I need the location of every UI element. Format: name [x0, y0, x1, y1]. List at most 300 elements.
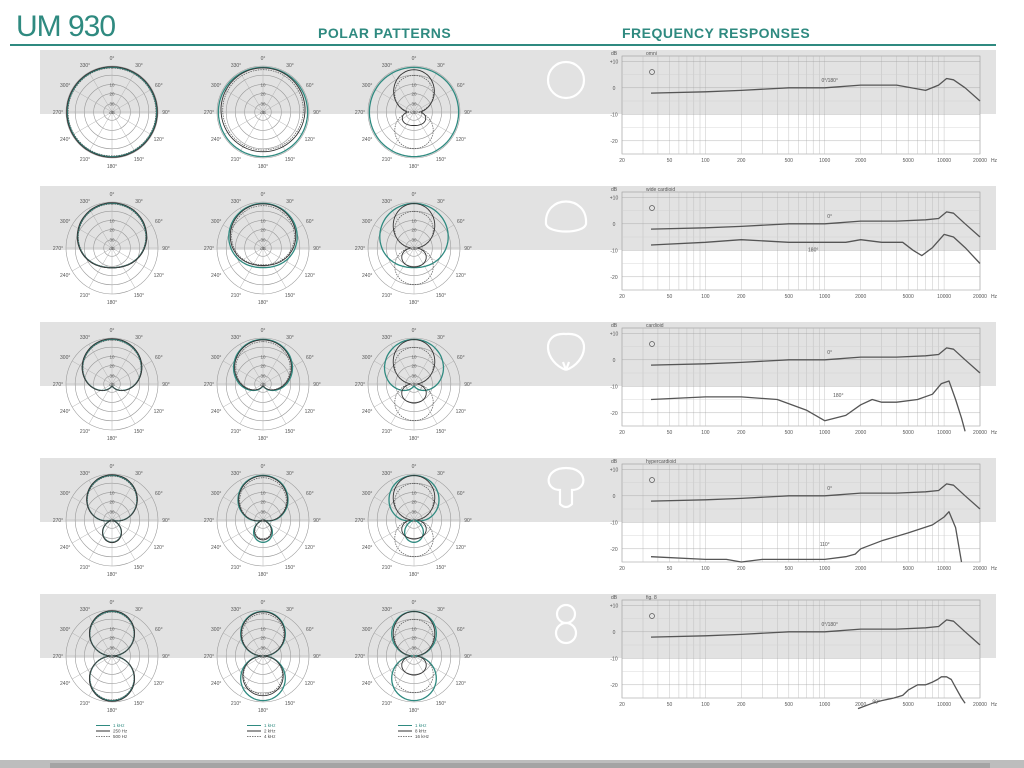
polar-ring-label: 10	[411, 354, 417, 360]
polar-ring-label: 10	[260, 490, 266, 496]
pattern-row-cardioid	[40, 322, 998, 442]
freq-x-tick-label: 50	[666, 294, 673, 300]
polar-angle-label: 0°	[260, 192, 266, 198]
polar-angle-label: 330°	[381, 335, 393, 342]
freq-y-tick-label: +10	[609, 331, 619, 338]
freq-x-tick-label: 10000	[937, 158, 952, 164]
polar-ring-label: 30	[411, 509, 417, 515]
freq-x-tick-label: 20000	[973, 430, 987, 436]
freq-chart-title: wide cardioid	[646, 187, 676, 193]
polar-angle-label: 240°	[362, 137, 373, 143]
freq-x-tick-label: 500	[784, 566, 793, 572]
polar-angle-label: 60°	[457, 83, 465, 89]
freq-x-tick-label: 20	[619, 566, 625, 572]
polar-angle-label: 240°	[211, 137, 222, 143]
freq-x-unit-label: Hz	[990, 294, 998, 300]
polar-ring-label: 20	[411, 499, 417, 505]
freq-x-tick-label: 100	[701, 566, 710, 572]
polar-angle-label: 30°	[437, 63, 445, 70]
polar-angle-label: 0°	[109, 328, 115, 334]
legend-label: 16 kHz	[415, 734, 430, 739]
polar-ring-label: 20	[260, 635, 266, 641]
legend-label: 1 kHz	[415, 723, 427, 728]
freq-y-unit-label: dB	[610, 187, 618, 193]
polar-angle-label: 60°	[155, 83, 163, 89]
polar-ring-label: dB	[411, 382, 417, 387]
polar-ring-label: dB	[411, 654, 417, 659]
freq-y-tick-label: -10	[610, 384, 618, 391]
polar-angle-label: 300°	[362, 627, 373, 633]
polar-angle-label: 0°	[109, 56, 115, 62]
page-title: UM 930	[16, 10, 116, 43]
polar-angle-label: 180°	[408, 708, 420, 714]
polar-ring-label: 10	[260, 82, 266, 88]
polar-angle-label: 300°	[211, 219, 222, 225]
freq-curve-label: 180°	[833, 392, 844, 399]
polar-angle-label: 240°	[362, 545, 373, 551]
polar-ring-label: 10	[109, 354, 115, 360]
freq-x-tick-label: 2000	[855, 702, 867, 708]
freq-x-tick-label: 20	[619, 702, 625, 708]
polar-angle-label: 240°	[211, 681, 222, 687]
polar-angle-label: 210°	[79, 428, 91, 435]
polar-angle-label: 60°	[155, 491, 163, 497]
polar-angle-label: 0°	[260, 600, 266, 606]
freq-x-tick-label: 1000	[819, 294, 831, 300]
polar-angle-label: 270°	[52, 382, 64, 388]
polar-angle-label: 60°	[457, 491, 465, 497]
freq-x-tick-label: 5000	[902, 702, 914, 708]
polar-angle-label: 60°	[155, 219, 163, 225]
polar-angle-label: 150°	[284, 292, 296, 299]
polar-angle-label: 120°	[153, 137, 164, 143]
freq-y-tick-label: -10	[610, 248, 618, 255]
polar-angle-label: 210°	[381, 428, 393, 435]
polar-angle-label: 120°	[455, 137, 466, 143]
polar-angle-label: 60°	[306, 219, 314, 225]
polar-ring-label: dB	[260, 518, 266, 523]
polar-ring-label: dB	[411, 518, 417, 523]
frequency-responses-heading: FREQUENCY RESPONSES	[622, 25, 811, 41]
polar-angle-label: 0°	[411, 600, 417, 606]
freq-x-tick-label: 20	[619, 430, 625, 436]
polar-angle-label: 150°	[284, 700, 296, 707]
polar-angle-label: 270°	[354, 246, 366, 252]
polar-angle-label: 30°	[286, 199, 294, 206]
freq-y-unit-label: dB	[610, 323, 618, 329]
freq-x-tick-label: 10000	[937, 294, 952, 300]
polar-angle-label: 240°	[60, 273, 71, 279]
freq-x-tick-label: 20000	[973, 702, 987, 708]
polar-angle-label: 330°	[79, 335, 91, 342]
polar-ring-label: dB	[109, 246, 115, 251]
polar-ring-label: 10	[260, 626, 266, 632]
polar-angle-label: 30°	[437, 199, 445, 206]
polar-angle-label: 270°	[203, 246, 215, 252]
polar-angle-label: 210°	[381, 156, 393, 163]
polar-ring-label: 30	[260, 645, 266, 651]
polar-angle-label: 150°	[133, 700, 145, 707]
polar-angle-label: 180°	[257, 164, 269, 170]
polar-angle-label: 300°	[362, 83, 373, 89]
polar-angle-label: 330°	[79, 471, 91, 478]
polar-angle-label: 180°	[106, 436, 118, 442]
freq-x-tick-label: 1000	[819, 566, 831, 572]
freq-y-tick-label: 0	[612, 629, 616, 636]
polar-angle-label: 90°	[313, 654, 321, 660]
freq-y-tick-label: -20	[610, 274, 618, 281]
polar-angle-label: 90°	[464, 246, 472, 252]
freq-y-tick-label: +10	[609, 467, 619, 474]
row-grey-band	[40, 458, 996, 522]
polar-ring-label: 10	[411, 218, 417, 224]
polar-ring-label: 20	[109, 91, 115, 97]
polar-angle-label: 30°	[286, 63, 294, 70]
polar-angle-label: 90°	[313, 110, 321, 116]
polar-angle-label: 240°	[60, 137, 71, 143]
freq-x-unit-label: Hz	[990, 158, 998, 164]
row-grey-band	[40, 186, 996, 250]
polar-ring-label: dB	[260, 246, 266, 251]
freq-x-tick-label: 200	[737, 702, 746, 708]
freq-x-tick-label: 20	[619, 294, 625, 300]
polar-angle-label: 30°	[135, 335, 143, 342]
polar-ring-label: 30	[411, 237, 417, 243]
polar-angle-label: 210°	[381, 700, 393, 707]
polar-angle-label: 210°	[230, 700, 242, 707]
polar-angle-label: 30°	[135, 471, 143, 478]
polar-angle-label: 180°	[106, 164, 118, 170]
polar-angle-label: 60°	[457, 627, 465, 633]
polar-angle-label: 330°	[230, 471, 242, 478]
polar-angle-label: 330°	[381, 63, 393, 70]
polar-angle-label: 300°	[60, 219, 71, 225]
polar-ring-label: 30	[411, 101, 417, 107]
polar-ring-label: 30	[411, 373, 417, 379]
polar-angle-label: 300°	[211, 355, 222, 361]
polar-angle-label: 270°	[354, 110, 366, 116]
polar-angle-label: 210°	[230, 564, 242, 571]
polar-angle-label: 90°	[162, 518, 170, 524]
legend-label: 1 kHz	[113, 723, 125, 728]
freq-x-tick-label: 5000	[902, 566, 914, 572]
polar-angle-label: 270°	[52, 110, 64, 116]
freq-x-tick-label: 20	[619, 158, 625, 164]
polar-ring-label: 10	[411, 82, 417, 88]
freq-curve-label: 0°	[827, 349, 833, 356]
freq-x-tick-label: 1000	[819, 430, 831, 436]
polar-angle-label: 0°	[109, 464, 115, 470]
freq-x-tick-label: 100	[701, 430, 710, 436]
freq-series-line	[651, 381, 965, 431]
freq-chart-title: cardioid	[646, 323, 664, 329]
polar-angle-label: 120°	[455, 273, 466, 279]
legend-label: 8 kHz	[415, 728, 427, 734]
polar-angle-label: 330°	[79, 607, 91, 614]
freq-y-tick-label: 0	[612, 357, 616, 364]
polar-angle-label: 240°	[60, 681, 71, 687]
polar-ring-label: dB	[260, 654, 266, 659]
freq-x-tick-label: 500	[784, 294, 793, 300]
freq-x-tick-label: 100	[701, 158, 710, 164]
polar-ring-label: 30	[109, 645, 115, 651]
polar-angle-label: 180°	[106, 572, 118, 578]
polar-ring-label: 20	[109, 635, 115, 641]
polar-ring-label: 30	[109, 373, 115, 379]
polar-angle-label: 330°	[381, 471, 393, 478]
polar-angle-label: 0°	[411, 464, 417, 470]
polar-angle-label: 30°	[437, 335, 445, 342]
polar-angle-label: 30°	[135, 63, 143, 70]
polar-angle-label: 150°	[133, 428, 145, 435]
freq-x-tick-label: 500	[784, 702, 793, 708]
polar-ring-label: 20	[109, 499, 115, 505]
polar-angle-label: 330°	[79, 199, 91, 206]
polar-angle-label: 120°	[455, 409, 466, 415]
freq-y-tick-label: 0	[612, 221, 616, 228]
polar-ring-label: 30	[411, 645, 417, 651]
polar-angle-label: 150°	[284, 428, 296, 435]
polar-ring-label: 20	[109, 227, 115, 233]
page-footer-bar-inner	[50, 763, 990, 768]
freq-x-unit-label: Hz	[990, 430, 998, 436]
polar-ring-label: dB	[260, 110, 266, 115]
polar-angle-label: 210°	[230, 428, 242, 435]
polar-angle-label: 300°	[362, 355, 373, 361]
freq-x-tick-label: 20000	[973, 158, 987, 164]
polar-angle-label: 30°	[135, 607, 143, 614]
polar-angle-label: 270°	[52, 246, 64, 252]
polar-angle-label: 330°	[381, 199, 393, 206]
polar-angle-label: 120°	[153, 681, 164, 687]
polar-angle-label: 180°	[408, 300, 420, 306]
polar-ring-label: 10	[109, 218, 115, 224]
polar-angle-label: 120°	[304, 273, 315, 279]
freq-curve-label: 180°	[808, 247, 819, 254]
freq-x-tick-label: 500	[784, 430, 793, 436]
polar-angle-label: 120°	[153, 545, 164, 551]
freq-curve-label: 0°	[827, 485, 833, 492]
polar-angle-label: 150°	[435, 428, 447, 435]
polar-angle-label: 210°	[79, 292, 91, 299]
polar-angle-label: 180°	[106, 300, 118, 306]
polar-angle-label: 150°	[435, 156, 447, 163]
polar-angle-label: 150°	[133, 156, 145, 163]
polar-ring-label: dB	[109, 518, 115, 523]
freq-x-tick-label: 5000	[902, 294, 914, 300]
freq-y-unit-label: dB	[610, 595, 618, 601]
polar-angle-label: 120°	[304, 137, 315, 143]
freq-curve-label: 110°	[819, 542, 830, 549]
polar-ring-label: 20	[260, 363, 266, 369]
polar-angle-label: 270°	[52, 518, 64, 524]
polar-angle-label: 210°	[230, 156, 242, 163]
polar-angle-label: 180°	[257, 708, 269, 714]
polar-angle-label: 240°	[60, 545, 71, 551]
polar-angle-label: 0°	[411, 56, 417, 62]
polar-ring-label: dB	[109, 654, 115, 659]
polar-angle-label: 90°	[464, 382, 472, 388]
polar-angle-label: 270°	[354, 382, 366, 388]
polar-angle-label: 270°	[52, 654, 64, 660]
polar-angle-label: 180°	[257, 436, 269, 442]
freq-x-tick-label: 2000	[855, 566, 867, 572]
polar-angle-label: 120°	[304, 545, 315, 551]
freq-x-tick-label: 20000	[973, 294, 987, 300]
polar-angle-label: 180°	[106, 708, 118, 714]
polar-angle-label: 60°	[306, 491, 314, 497]
polar-angle-label: 120°	[304, 409, 315, 415]
freq-x-tick-label: 500	[784, 158, 793, 164]
polar-angle-label: 90°	[313, 246, 321, 252]
freq-x-tick-label: 50	[666, 566, 673, 572]
polar-angle-label: 90°	[464, 518, 472, 524]
freq-chart-title: hypercardioid	[646, 459, 677, 465]
polar-angle-label: 300°	[60, 491, 71, 497]
freq-x-tick-label: 50	[666, 702, 673, 708]
polar-angle-label: 180°	[257, 572, 269, 578]
polar-angle-label: 60°	[306, 627, 314, 633]
polar-angle-label: 210°	[381, 292, 393, 299]
legend-label: 500 Hz	[113, 734, 128, 739]
polar-angle-label: 120°	[304, 681, 315, 687]
polar-angle-label: 330°	[230, 63, 242, 70]
polar-ring-label: 30	[260, 237, 266, 243]
freq-x-tick-label: 10000	[937, 430, 952, 436]
polar-angle-label: 90°	[313, 382, 321, 388]
freq-y-tick-label: -20	[610, 546, 618, 553]
freq-x-tick-label: 2000	[855, 294, 867, 300]
polar-angle-label: 30°	[286, 471, 294, 478]
freq-x-tick-label: 200	[737, 430, 746, 436]
polar-angle-label: 0°	[411, 328, 417, 334]
polar-ring-label: dB	[109, 382, 115, 387]
polar-angle-label: 180°	[257, 300, 269, 306]
freq-x-unit-label: Hz	[990, 702, 998, 708]
freq-y-tick-label: -10	[610, 112, 618, 119]
polar-angle-label: 210°	[79, 700, 91, 707]
freq-x-tick-label: 1000	[819, 158, 831, 164]
polar-ring-label: 20	[109, 363, 115, 369]
polar-angle-label: 210°	[230, 292, 242, 299]
polar-angle-label: 300°	[211, 491, 222, 497]
freq-curve-label: 90°	[872, 699, 880, 706]
polar-angle-label: 210°	[79, 564, 91, 571]
polar-angle-label: 150°	[435, 564, 447, 571]
pattern-row-fig-8	[40, 594, 998, 714]
polar-angle-label: 300°	[211, 83, 222, 89]
freq-y-tick-label: 0	[612, 85, 616, 92]
pattern-row-wide-cardioid	[40, 186, 998, 306]
polar-angle-label: 30°	[437, 607, 445, 614]
freq-x-tick-label: 50	[666, 158, 673, 164]
polar-angle-label: 330°	[230, 607, 242, 614]
freq-y-unit-label: dB	[610, 51, 618, 57]
polar-angle-label: 330°	[230, 199, 242, 206]
polar-ring-label: 20	[260, 91, 266, 97]
polar-ring-label: 10	[109, 626, 115, 632]
polar-angle-label: 30°	[135, 199, 143, 206]
freq-curve-label: 0°	[827, 213, 833, 220]
polar-angle-label: 30°	[286, 607, 294, 614]
legend-label: 4 kHz	[264, 734, 276, 739]
polar-angle-label: 270°	[203, 654, 215, 660]
freq-x-tick-label: 5000	[902, 430, 914, 436]
freq-x-tick-label: 2000	[855, 158, 867, 164]
row-grey-band	[40, 594, 996, 658]
polar-angle-label: 30°	[286, 335, 294, 342]
polar-angle-label: 300°	[60, 83, 71, 89]
polar-angle-label: 0°	[411, 192, 417, 198]
polar-angle-label: 0°	[109, 192, 115, 198]
polar-angle-label: 330°	[230, 335, 242, 342]
polar-angle-label: 120°	[455, 545, 466, 551]
polar-angle-label: 240°	[211, 273, 222, 279]
polar-angle-label: 60°	[306, 355, 314, 361]
freq-x-tick-label: 200	[737, 158, 746, 164]
polar-ring-label: 10	[260, 218, 266, 224]
polar-angle-label: 0°	[109, 600, 115, 606]
polar-ring-label: 30	[260, 101, 266, 107]
polar-angle-label: 150°	[284, 564, 296, 571]
polar-ring-label: 10	[109, 490, 115, 496]
polar-angle-label: 210°	[381, 564, 393, 571]
polar-angle-label: 90°	[313, 518, 321, 524]
polar-angle-label: 90°	[162, 382, 170, 388]
row-grey-band	[40, 50, 996, 114]
polar-angle-label: 120°	[153, 409, 164, 415]
polar-ring-label: 20	[411, 635, 417, 641]
polar-ring-label: 30	[260, 373, 266, 379]
polar-ring-label: 10	[411, 626, 417, 632]
freq-y-tick-label: +10	[609, 59, 619, 66]
freq-x-tick-label: 50	[666, 430, 673, 436]
polar-angle-label: 240°	[60, 409, 71, 415]
freq-x-tick-label: 200	[737, 566, 746, 572]
polar-angle-label: 0°	[260, 464, 266, 470]
freq-y-unit-label: dB	[610, 459, 618, 465]
freq-x-unit-label: Hz	[990, 566, 998, 572]
polar-angle-label: 270°	[203, 110, 215, 116]
polar-angle-label: 60°	[457, 219, 465, 225]
row-grey-band	[40, 322, 996, 386]
polar-angle-label: 240°	[362, 681, 373, 687]
polar-angle-label: 120°	[153, 273, 164, 279]
polar-ring-label: 10	[109, 82, 115, 88]
polar-angle-label: 300°	[60, 627, 71, 633]
freq-x-tick-label: 100	[701, 294, 710, 300]
polar-ring-label: dB	[260, 382, 266, 387]
polar-ring-label: 30	[260, 509, 266, 515]
polar-angle-label: 240°	[211, 409, 222, 415]
polar-ring-label: dB	[411, 110, 417, 115]
polar-angle-label: 90°	[464, 654, 472, 660]
legend-label: 1 kHz	[264, 723, 276, 728]
freq-y-tick-label: -20	[610, 410, 618, 417]
polar-angle-label: 150°	[284, 156, 296, 163]
freq-y-tick-label: +10	[609, 603, 619, 610]
polar-angle-label: 300°	[211, 627, 222, 633]
freq-y-tick-label: 0	[612, 493, 616, 500]
polar-angle-label: 150°	[435, 292, 447, 299]
polar-ring-label: 20	[260, 227, 266, 233]
polar-angle-label: 0°	[260, 328, 266, 334]
polar-angle-label: 0°	[260, 56, 266, 62]
freq-x-tick-label: 20000	[973, 566, 987, 572]
freq-y-tick-label: -20	[610, 138, 618, 145]
polar-angle-label: 60°	[155, 355, 163, 361]
polar-legend-area	[96, 723, 430, 739]
